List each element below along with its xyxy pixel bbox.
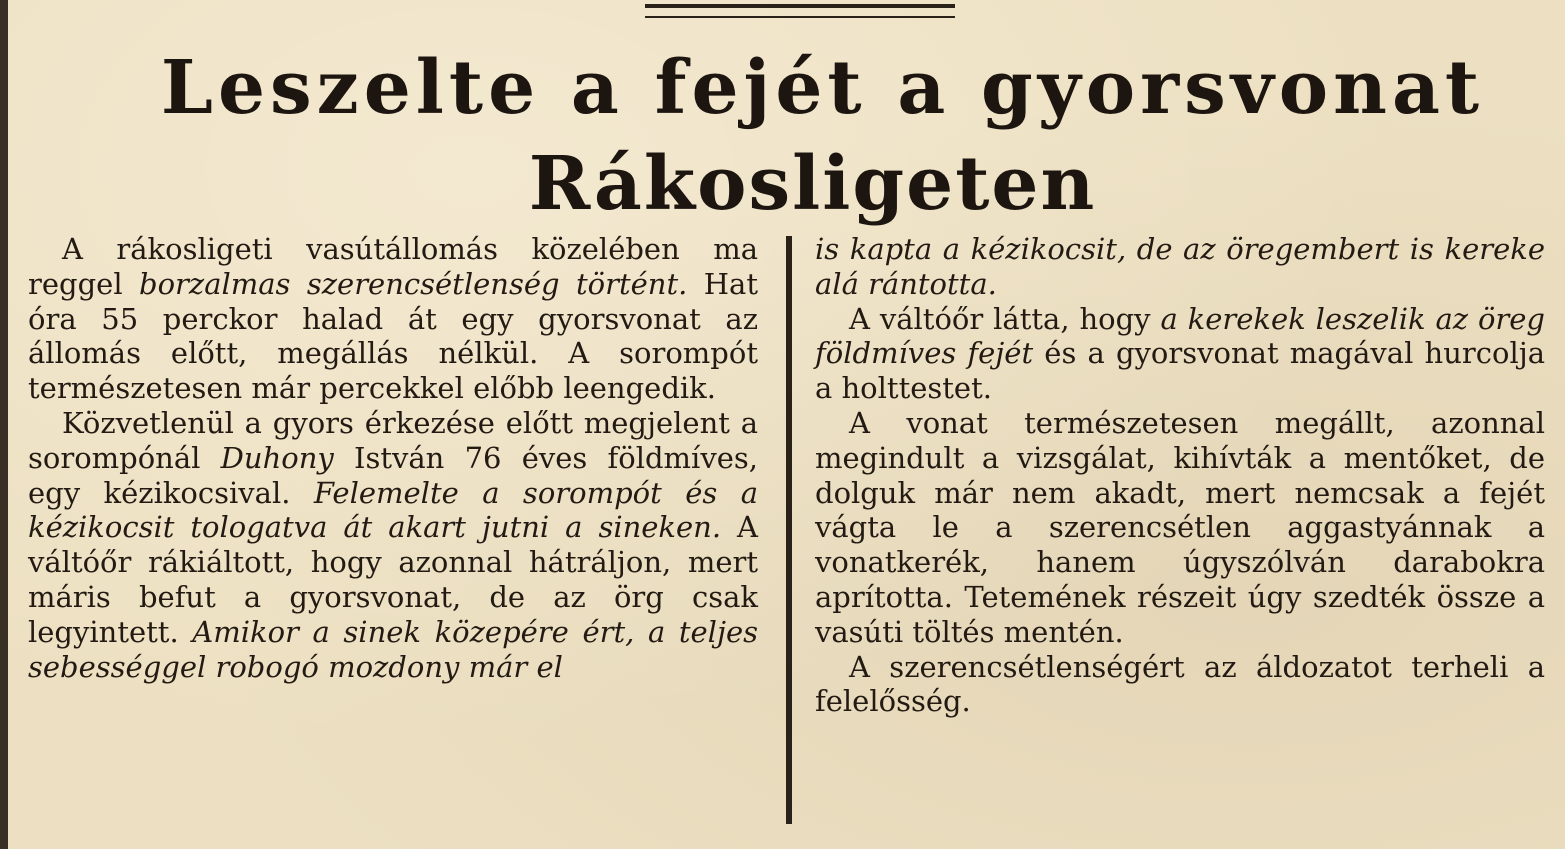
- top-rule: [645, 4, 955, 18]
- article-column-left: [28, 232, 758, 684]
- paragraph-1: [28, 232, 758, 406]
- paragraph-continued: [815, 232, 1545, 302]
- headline-line-1: Leszelte a fejét a gyorsvonat: [160, 45, 1485, 131]
- article-headline: [20, 40, 1565, 232]
- italic-run: Amikor a sinek közepére ért, a teljes sebességgel robogó mozdony már el: [28, 614, 758, 684]
- italic-run: borzalmas szerencsétlenség történt.: [139, 266, 688, 301]
- text-run: Hat óra 55 perckor halad át egy gyorsvonat az állomás előtt, megállás nélkül. A sorompót természetesen már percekkel előbb leengedik.: [28, 266, 758, 406]
- italic-run: is kapta a kézikocsit, de az öregembert is kereke alá rántotta.: [815, 232, 1545, 301]
- italic-run: Duhony: [220, 440, 334, 475]
- page-edge-shadow: [0, 0, 8, 849]
- text-run: Közvetlenül a gyors érkezése előtt megjelent a sorompónál: [28, 405, 758, 475]
- text-run: és a gyorsvonat magával hurcolja a holttestet.: [815, 336, 1546, 406]
- headline-line-2: Rákosligeten: [528, 141, 1097, 227]
- italic-run: a kerekek leszelik az öreg földmíves fejét: [815, 301, 1545, 371]
- paragraph-5: A szerencsétlenségért az áldozatot terheli a felelősség.: [815, 649, 1545, 719]
- text-run: A rákosligeti vasútállomás közelében ma reggel: [28, 232, 758, 301]
- column-divider: [786, 236, 792, 824]
- text-run: A váltóőr rákiáltott, hogy azonnal hátráljon, mert máris befut a gyorsvonat, de az örg csak legyintett.: [28, 510, 758, 649]
- text-run: A váltóőr látta, hogy: [849, 301, 1161, 336]
- text-run: István 76 éves földmíves, egy kézikocsival.: [28, 440, 758, 510]
- paragraph-4: A vonat természetesen megállt, azonnal megindult a vizsgálat, kihívták a mentőket, de dolguk már nem akadt, mert nemcsak a fejét vágta le a szerencsétlen aggastyánnak a vonatkerék, hanem úgyszólván darabokra aprította. Tetemének részeit úgy szedték össze a vasúti töltés mentén.: [815, 405, 1545, 649]
- paragraph-3: [815, 302, 1545, 406]
- article-column-right: [815, 232, 1545, 719]
- paragraph-2: [28, 406, 758, 684]
- italic-run: Felemelte a sorompót és a kézikocsit tologatva át akart jutni a sineken.: [28, 475, 758, 545]
